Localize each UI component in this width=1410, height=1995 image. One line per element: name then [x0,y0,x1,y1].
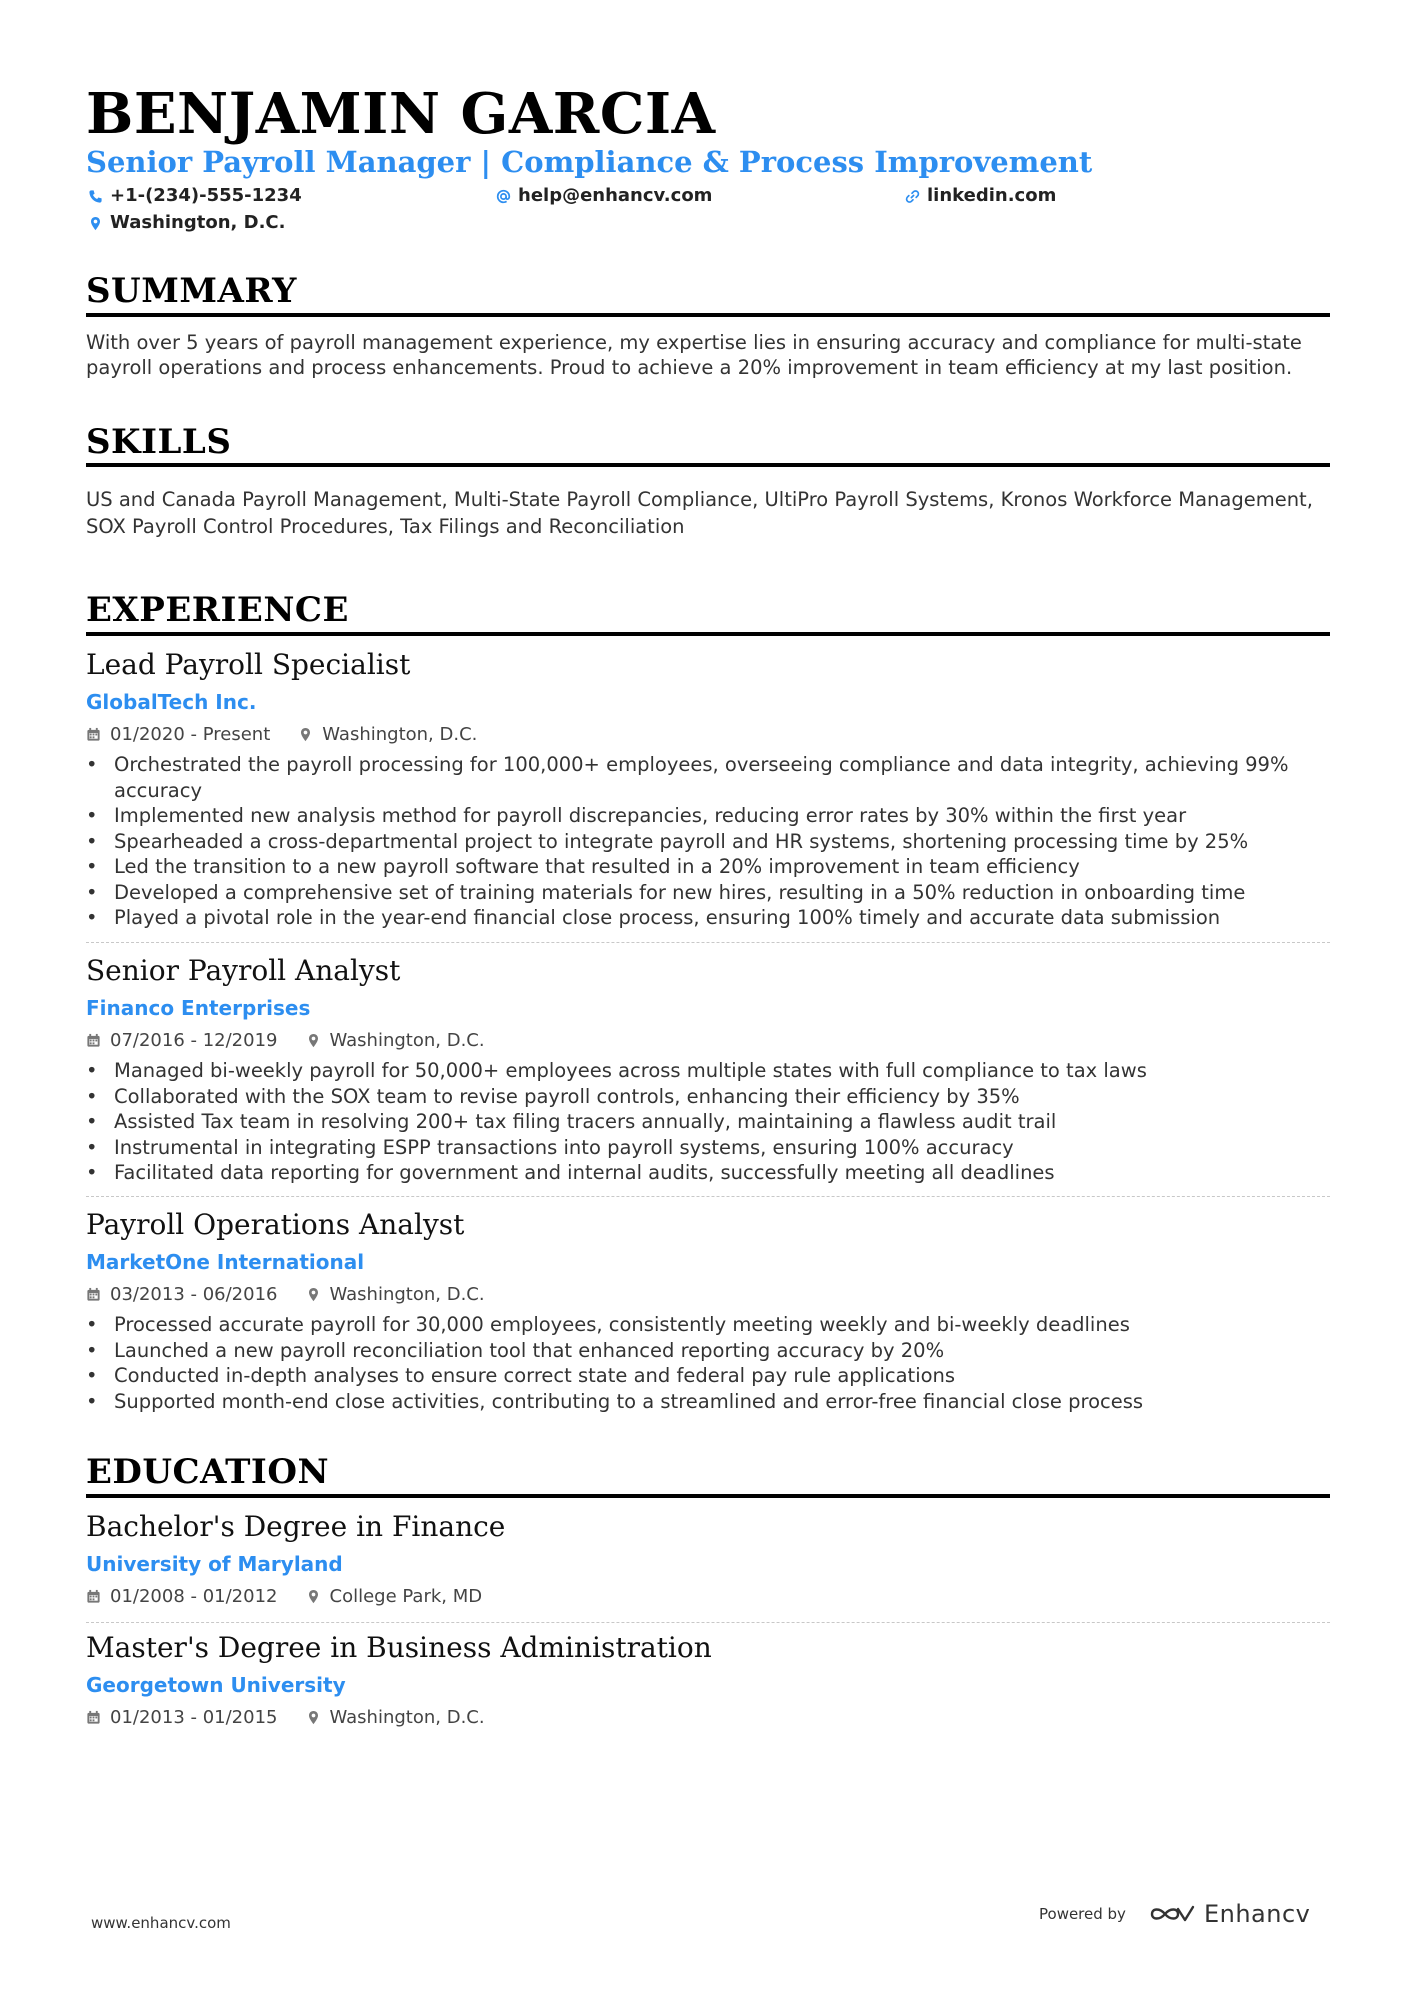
education-location: College Park, MD [329,1586,483,1607]
calendar-icon [86,1589,102,1605]
skills-text: US and Canada Payroll Management, Multi-State Payroll Compliance, UltiPro Payroll Systems, Kronos Workforce Management, SOX Payroll Control Procedures, Tax Filings and Reconciliation [86,488,1313,538]
linkedin-text: linkedin.com [927,185,1057,206]
school-name: University of Maryland [86,1552,343,1576]
location-text: Washington, D.C. [110,212,286,233]
candidate-name: BENJAMIN GARCIA [86,81,716,147]
section-divider [86,632,1330,636]
education-location: Washington, D.C. [329,1707,485,1728]
degree-title: Master's Degree in Business Administration [86,1631,712,1664]
skills-heading: SKILLS [86,422,232,462]
education-meta [86,1706,485,1730]
email-text: help@enhancv.com [518,185,713,206]
location-pin-icon [306,1287,322,1303]
enhancv-logo-icon [1148,1901,1198,1927]
job-meta [86,1283,485,1307]
contact-email[interactable] [494,183,712,209]
footer-branding[interactable] [1039,1900,1310,1928]
job-dates: 07/2016 - 12/2019 [110,1030,278,1051]
contact-linkedin[interactable] [903,183,1056,209]
education-dates: 01/2013 - 01/2015 [110,1707,278,1728]
list-item: • Led the transition to a new payroll software that resulted in a 20% improvement in team efficiency [86,854,1330,880]
summary-text: With over 5 years of payroll management experience, my expertise lies in ensuring accuracy and compliance for multi-state payroll operations and process enhancements. Proud to achieve a 20% improvement in team efficiency at my last position. [86,331,1302,379]
list-item: • Implemented new analysis method for payroll discrepancies, reducing error rates by 30% within the first year [86,803,1330,829]
footer-website-link[interactable]: www.enhancv.com [91,1914,231,1932]
list-item: • Instrumental in integrating ESPP transactions into payroll systems, ensuring 100% accuracy [86,1135,1330,1161]
location-pin-icon [306,1710,322,1726]
phone-icon [86,187,104,205]
job-meta [86,723,477,747]
list-item: • Managed bi-weekly payroll for 50,000+ employees across multiple states with full compliance to tax laws [86,1058,1330,1084]
list-item: • Orchestrated the payroll processing for 100,000+ employees, overseeing compliance and data integrity, achieving 99% accuracy [86,752,1330,803]
headline: Senior Payroll Manager | Compliance & Process Improvement [86,145,1093,179]
entry-divider [86,942,1330,943]
job-location: Washington, D.C. [329,1030,485,1051]
experience-heading: EXPERIENCE [86,590,349,630]
job-dates: 01/2020 - Present [110,724,271,745]
section-divider [86,1494,1330,1498]
calendar-icon [86,727,102,743]
education-dates: 01/2008 - 01/2012 [110,1586,278,1607]
section-divider [86,463,1330,467]
list-item: • Supported month-end close activities, contributing to a streamlined and error-free financial close process [86,1389,1330,1415]
location-pin-icon [298,727,314,743]
list-item: • Spearheaded a cross-departmental project to integrate payroll and HR systems, shortening processing time by 25% [86,829,1330,855]
contact-phone[interactable] [86,183,302,209]
list-item: • Collaborated with the SOX team to revise payroll controls, enhancing their efficiency by 35% [86,1084,1330,1110]
link-icon [903,187,921,205]
job-title: Payroll Operations Analyst [86,1208,465,1241]
job-bullets [86,1312,1330,1414]
powered-by-label: Powered by [1039,1905,1126,1923]
degree-title: Bachelor's Degree in Finance [86,1510,506,1543]
summary-heading: SUMMARY [86,271,297,311]
section-divider [86,313,1330,317]
job-meta [86,1029,485,1053]
company-name: Financo Enterprises [86,996,311,1020]
education-meta [86,1585,482,1609]
job-title: Lead Payroll Specialist [86,648,411,681]
job-location: Washington, D.C. [322,724,478,745]
list-item: • Facilitated data reporting for government and internal audits, successfully meeting all deadlines [86,1160,1330,1186]
list-item: • Played a pivotal role in the year-end financial close process, ensuring 100% timely and accurate data submission [86,905,1330,931]
list-item: • Assisted Tax team in resolving 200+ tax filing tracers annually, maintaining a flawless audit trail [86,1109,1330,1135]
company-name: MarketOne International [86,1250,365,1274]
job-location: Washington, D.C. [329,1284,485,1305]
job-bullets [86,752,1330,931]
company-name: GlobalTech Inc. [86,690,257,714]
calendar-icon [86,1710,102,1726]
list-item: • Processed accurate payroll for 30,000 employees, consistently meeting weekly and bi-weekly deadlines [86,1312,1330,1338]
entry-divider [86,1196,1330,1197]
list-item: • Conducted in-depth analyses to ensure correct state and federal pay rule applications [86,1363,1330,1389]
list-item: • Launched a new payroll reconciliation tool that enhanced reporting accuracy by 20% [86,1338,1330,1364]
phone-text: +1-(234)-555-1234 [110,185,302,206]
brand-name: Enhancv [1203,1900,1311,1928]
job-dates: 03/2013 - 06/2016 [110,1284,278,1305]
location-pin-icon [86,214,104,232]
location-pin-icon [306,1589,322,1605]
location-pin-icon [306,1033,322,1049]
calendar-icon [86,1287,102,1303]
job-title: Senior Payroll Analyst [86,954,401,987]
list-item: • Developed a comprehensive set of training materials for new hires, resulting in a 50% reduction in onboarding time [86,880,1330,906]
contact-location [86,210,285,236]
entry-divider [86,1622,1330,1623]
calendar-icon [86,1033,102,1049]
education-heading: EDUCATION [86,1452,330,1492]
at-icon [494,187,512,205]
school-name: Georgetown University [86,1673,346,1697]
job-bullets [86,1058,1330,1186]
